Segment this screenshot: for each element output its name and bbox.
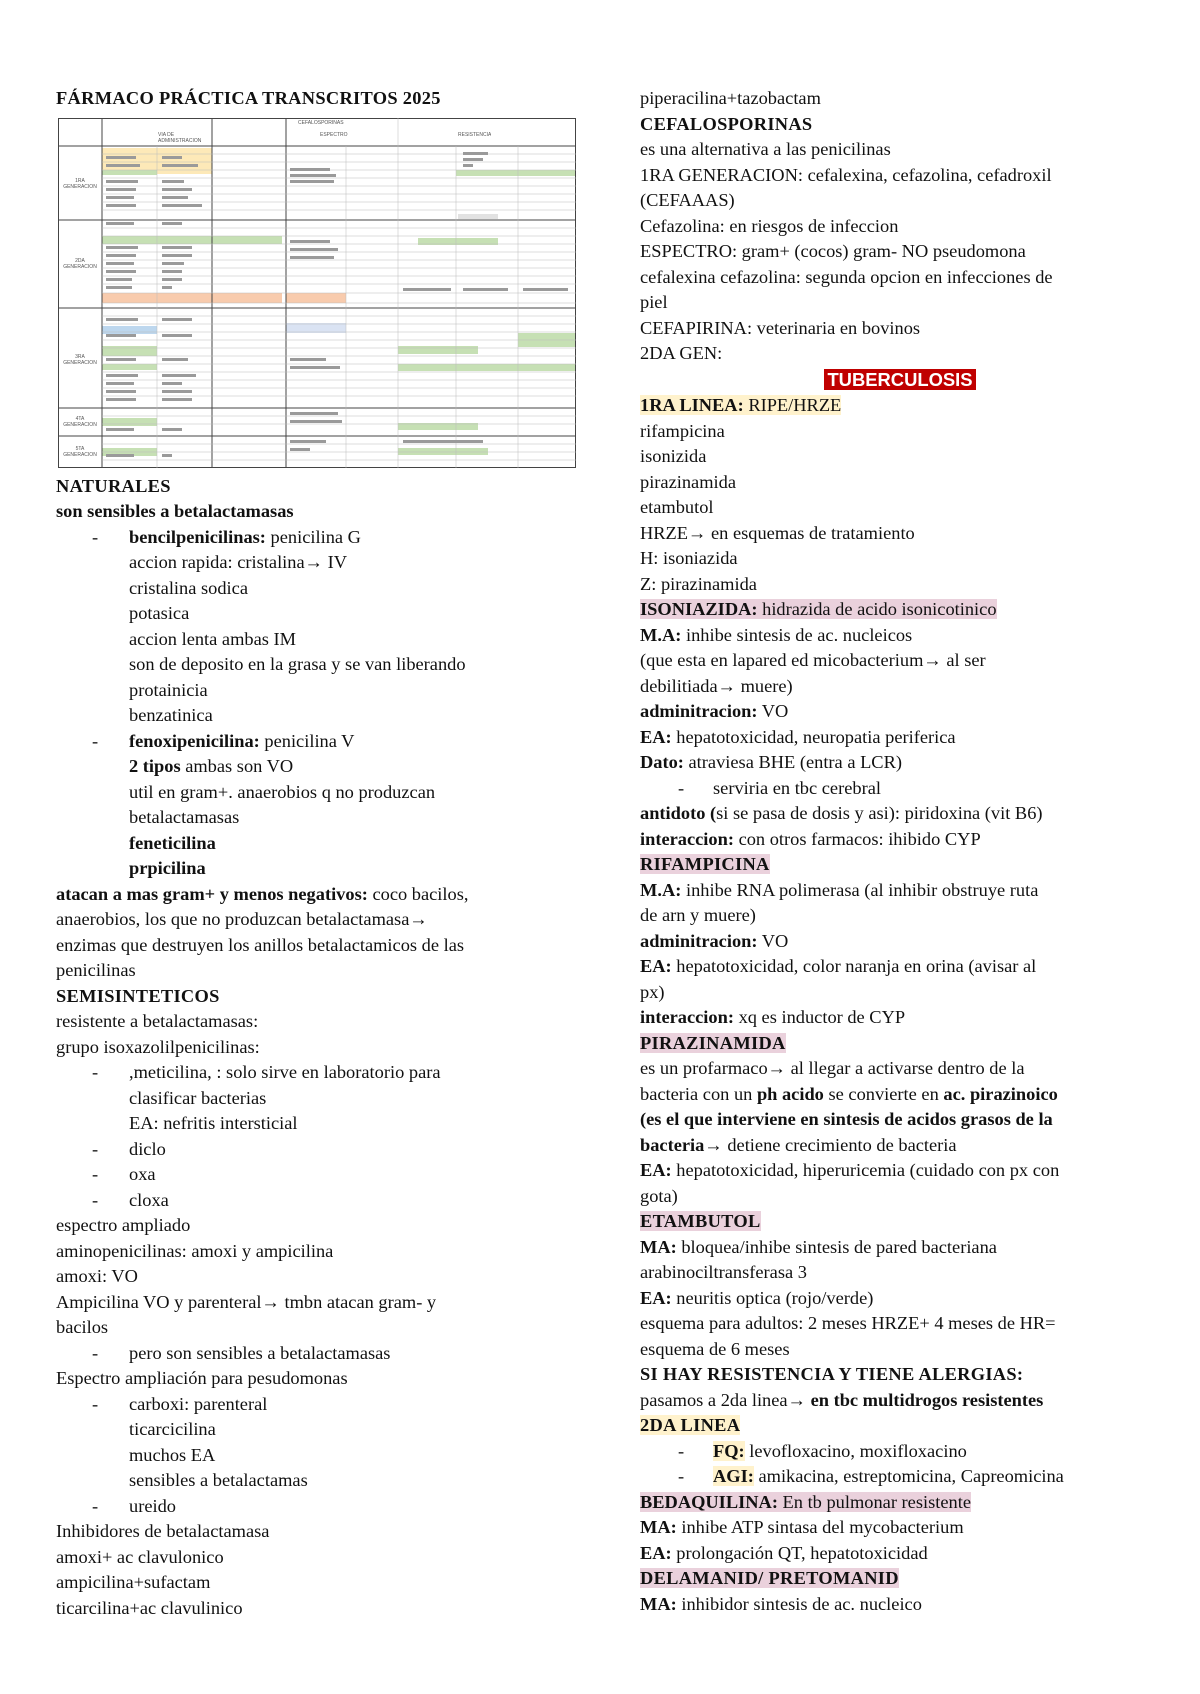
text-line: cristalina sodica (129, 577, 248, 598)
text-line: util en gram+. anaerobios q no produzcan (129, 781, 436, 802)
list-item: - AGI: amikacina, estreptomicina, Capreomicina (640, 1464, 1160, 1490)
text-line: ticarcilina+ac clavulinico (56, 1597, 243, 1618)
text-line: feneticilina (129, 832, 216, 853)
heading-resistencia: SI HAY RESISTENCIA Y TIENE ALERGIAS: (640, 1364, 1024, 1384)
text-line: cefalexina cefazolina: segunda opcion en infecciones de (640, 266, 1053, 287)
text-line: CEFAPIRINA: veterinaria en bovinos (640, 317, 921, 338)
heading-2da-linea: 2DA LINEA (640, 1415, 741, 1435)
text-line: ampicilina+sufactam (56, 1572, 211, 1592)
text-line: accion lenta ambas IM (129, 628, 296, 649)
text-line: bacteria con un ph acido se convierte en ac. pirazinoico (640, 1083, 1058, 1104)
list-item: - FQ: levofloxacino, moxifloxacino (640, 1439, 1160, 1465)
list-item: - diclo (56, 1137, 576, 1163)
text-line: ticarcicilina (129, 1419, 216, 1439)
text-line: penicilinas (56, 960, 136, 980)
text-line: M.A: inhibe RNA polimerasa (al inhibir obstruye ruta (640, 879, 1039, 900)
text-line: MA: inhibidor sintesis de ac. nucleico (640, 1593, 922, 1614)
text-line: EA: prolongación QT, hepatotoxicidad (640, 1542, 928, 1563)
table-group-2da: 2DA GENERACION (63, 257, 97, 270)
text-line: etambutol (640, 497, 714, 517)
text-line: enzimas que destruyen los anillos betalactamicos de las (56, 934, 465, 955)
text-line: rifampicina (640, 420, 725, 441)
text-line: pasamos a 2da linea→ en tbc multidrogos resistentes (640, 1389, 1044, 1410)
text-line: EA: nefritis intersticial (129, 1113, 298, 1133)
text-line: 2 tipos ambas son VO (129, 756, 294, 776)
text-line: EA: hepatotoxicidad, hiperuricemia (cuidado con px con (640, 1160, 1060, 1180)
text-line: px) (640, 981, 665, 1002)
text-line: ESPECTRO: gram+ (cocos) gram- NO pseudomona (640, 241, 1026, 261)
text-line: protainicia (129, 679, 208, 700)
text-line: bacteria→ detiene crecimiento de bacteria (640, 1134, 957, 1155)
text-line: betalactamasas (129, 807, 240, 827)
text-line: adminitracion: VO (640, 930, 789, 951)
text-line: sensibles a betalactamas (129, 1470, 308, 1490)
heading-delamanid: DELAMANID/ PRETOMANID (640, 1568, 899, 1588)
text-line: HRZE→ en esquemas de tratamiento (640, 522, 915, 543)
text-line: interaccion: xq es inductor de CYP (640, 1007, 906, 1027)
text-line: M.A: inhibe sintesis de ac. nucleicos (640, 624, 913, 645)
list-item: - oxa (56, 1162, 576, 1188)
text-line: EA: neuritis optica (rojo/verde) (640, 1287, 874, 1308)
text-line: H: isoniazida (640, 548, 738, 568)
list-item: - ,meticilina, : solo sirve en laboratorio para (56, 1060, 576, 1086)
heading-pirazinamida: PIRAZINAMIDA (640, 1032, 786, 1053)
list-item: - fenoxipenicilina: penicilina V (56, 729, 576, 755)
heading-etambutol: ETAMBUTOL (640, 1211, 761, 1231)
table-group-1ra: 1RA GENERACION (63, 177, 97, 190)
text-line: antidoto (si se pasa de dosis y asi): piridoxina (vit B6) (640, 803, 1043, 823)
text-line: isonizida (640, 446, 707, 466)
heading-isoniazida: ISONIAZIDA: hidrazida de acido isonicotinico (640, 599, 997, 619)
text-line: atacan a mas gram+ y menos negativos: coco bacilos, (56, 883, 469, 904)
list-item: - carboxi: parenteral (56, 1392, 576, 1418)
text-line: es un profarmaco→ al llegar a activarse dentro de la (640, 1058, 1025, 1078)
table-header-main: CEFALOSPORINAS (298, 119, 344, 126)
text-line: resistente a betalactamasas: (56, 1011, 259, 1031)
text-line: Dato: atraviesa BHE (entra a LCR) (640, 752, 902, 772)
text-line: muchos EA (129, 1444, 216, 1465)
text-line: interaccion: con otros farmacos: ihibido CYP (640, 828, 981, 849)
text-line: bacilos (56, 1317, 109, 1337)
text-line: (es el que interviene en sintesis de acidos grasos de la (640, 1109, 1053, 1129)
table-group-5ta: 5TA GENERACION (63, 445, 97, 458)
table-header-espectro: ESPECTRO (320, 131, 348, 138)
text-line: EA: hepatotoxicidad, color naranja en orina (avisar al (640, 956, 1037, 976)
text-line: arabinociltransferasa 3 (640, 1262, 807, 1282)
table-group-4ta: 4TA GENERACION (63, 415, 97, 428)
list-item: - cloxa (56, 1188, 576, 1214)
heading-semisinteticos: SEMISINTETICOS (56, 985, 220, 1006)
text-line: EA: hepatotoxicidad, neuropatia periferica (640, 726, 956, 747)
page-title: FÁRMACO PRÁCTICA TRANSCRITOS 2025 (56, 88, 441, 108)
text-line: clasificar bacterias (129, 1087, 267, 1108)
text-line: Cefazolina: en riesgos de infeccion (640, 215, 899, 236)
text-line: Z: pirazinamida (640, 573, 757, 594)
table-grid (58, 118, 576, 468)
text-line: piel (640, 292, 668, 312)
text-line: 1RA LINEA: RIPE/HRZE (640, 395, 842, 415)
text-line: es una alternativa a las penicilinas (640, 139, 891, 159)
text-line: (que esta en lapared ed micobacterium→ al ser (640, 650, 986, 670)
text-line: 1RA GENERACION: cefalexina, cefazolina, cefadroxil (640, 164, 1052, 185)
text-line: MA: bloquea/inhibe sintesis de pared bacteriana (640, 1236, 997, 1257)
text-line: gota) (640, 1185, 678, 1206)
text-line: 2DA GEN: (640, 343, 723, 363)
left-column (56, 86, 576, 1621)
heading-tuberculosis: TUBERCULOSIS (640, 367, 1160, 394)
table-header-resistencia: RESISTENCIA (458, 131, 492, 138)
text-line: son sensibles a betalactamasas (56, 501, 294, 521)
text-line: esquema para adultos: 2 meses HRZE+ 4 meses de HR= (640, 1313, 1056, 1333)
text-line: potasica (129, 603, 190, 623)
text-line: piperacilina+tazobactam (640, 88, 821, 108)
heading-cefalosporinas: CEFALOSPORINAS (640, 113, 813, 134)
list-item: - ureido (56, 1494, 576, 1520)
text-line: aminopenicilinas: amoxi y ampicilina (56, 1240, 334, 1261)
text-line: Ampicilina VO y parenteral→ tmbn atacan gram- y (56, 1291, 437, 1312)
table-group-3ra: 3RA GENERACION (63, 353, 97, 366)
text-line: anaerobios, los que no produzcan betalactamasa→ (56, 909, 428, 929)
text-line: prpicilina (129, 858, 206, 878)
heading-bedaquilina: BEDAQUILINA: En tb pulmonar resistente (640, 1491, 972, 1512)
list-item: - pero son sensibles a betalactamasas (56, 1341, 576, 1367)
text-line: son de deposito en la grasa y se van liberando (129, 654, 466, 674)
text-line: Espectro ampliación para pesudomonas (56, 1368, 348, 1388)
text-line: debilitiada→ muere) (640, 675, 793, 696)
text-line: grupo isoxazolilpenicilinas: (56, 1036, 260, 1057)
text-line: amoxi+ ac clavulonico (56, 1546, 224, 1567)
text-line: amoxi: VO (56, 1266, 138, 1286)
text-line: Inhibidores de betalactamasa (56, 1521, 270, 1541)
text-line: benzatinica (129, 705, 213, 725)
text-line: espectro ampliado (56, 1215, 191, 1235)
cephalosporin-table-image (58, 118, 576, 468)
right-column (640, 86, 1160, 1617)
text-line: pirazinamida (640, 471, 736, 492)
list-item: - serviria en tbc cerebral (640, 776, 1160, 802)
table-header-via: VIA DE ADMINISTRACION (158, 131, 202, 144)
text-line: accion rapida: cristalina→ IV (129, 552, 348, 572)
text-line: esquema de 6 meses (640, 1338, 790, 1359)
text-line: MA: inhibe ATP sintasa del mycobacterium (640, 1517, 964, 1537)
list-item: - bencilpenicilinas: penicilina G (56, 525, 576, 551)
text-line: adminitracion: VO (640, 701, 789, 721)
heading-rifampicina: RIFAMPICINA (640, 854, 770, 874)
text-line: (CEFAAAS) (640, 190, 735, 210)
text-line: de arn y muere) (640, 905, 756, 925)
heading-naturales: NATURALES (56, 475, 171, 496)
